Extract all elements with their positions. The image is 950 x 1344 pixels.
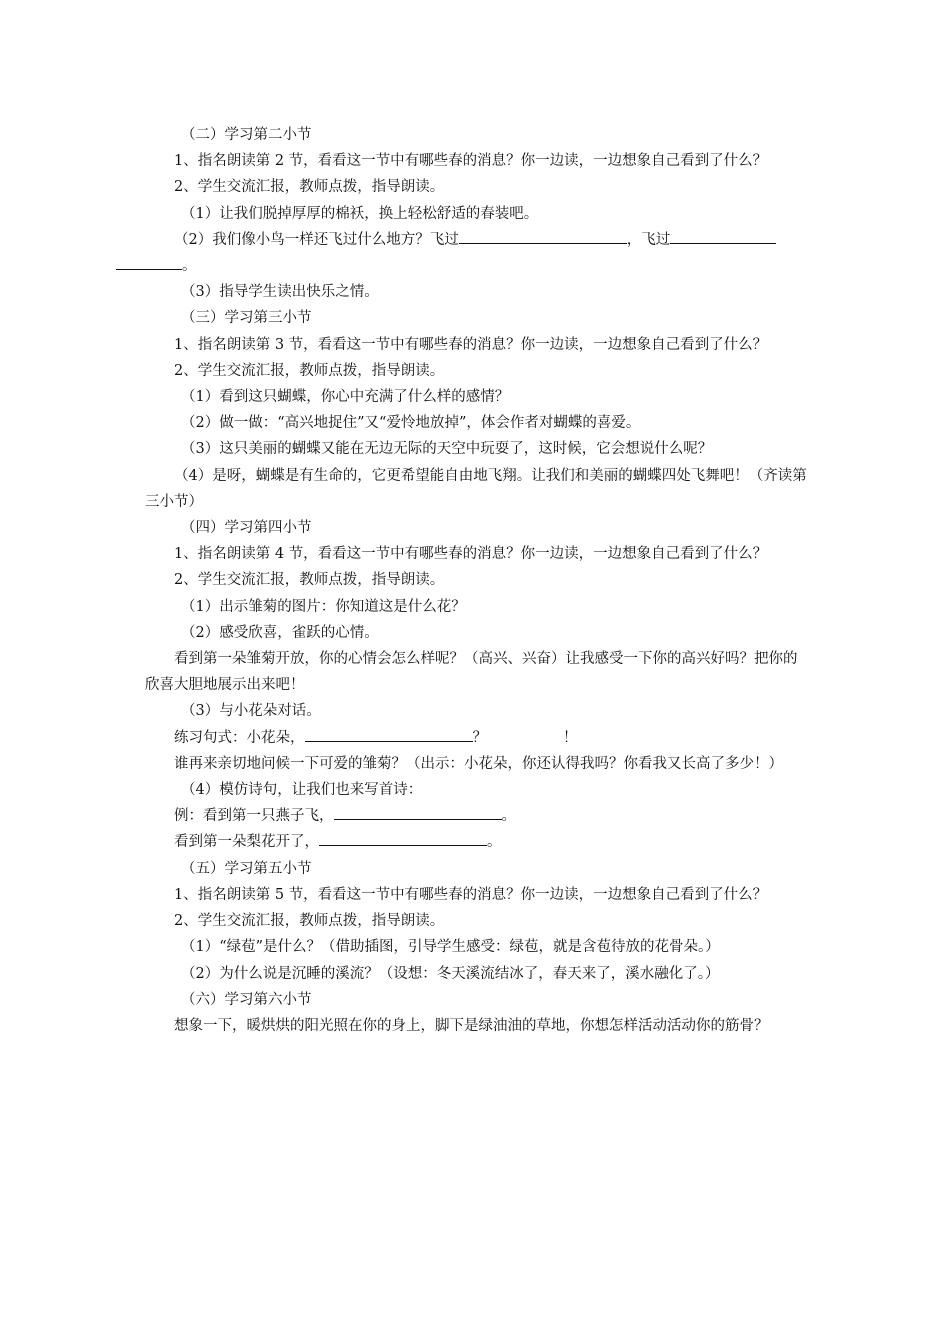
- paragraph: （2）感受欣喜，雀跃的心情。: [181, 624, 379, 641]
- text-segment: 练习句式：小花朵，: [174, 729, 305, 746]
- paragraph: 2、学生交流汇报，教师点拨，指导朗读。: [174, 913, 445, 930]
- text-segment: 看到第一朵梨花开了，: [174, 834, 319, 851]
- fill-blank: [334, 803, 502, 820]
- paragraph: （1）让我们脱掉厚厚的棉袄，换上轻松舒适的春装吧。: [181, 205, 539, 222]
- paragraph: （1）看到这只蝴蝶，你心中充满了什么样的感情？: [181, 389, 510, 406]
- section-heading-4: （四）学习第四小节: [181, 520, 312, 537]
- section-heading-3: （三）学习第三小节: [181, 310, 312, 327]
- text-segment: ？: [472, 729, 487, 746]
- paragraph: （4）模仿诗句，让我们也来写首诗：: [181, 782, 423, 799]
- document-body: [145, 122, 810, 1039]
- paragraph: 2、学生交流汇报，教师点拨，指导朗读。: [174, 362, 445, 379]
- paragraph: 2、学生交流汇报，教师点拨，指导朗读。: [174, 572, 445, 589]
- fill-blank: [116, 253, 182, 270]
- fill-blank: [459, 227, 627, 244]
- paragraph: 2、学生交流汇报，教师点拨，指导朗读。: [174, 179, 445, 196]
- fill-in-paragraph: [145, 227, 810, 279]
- text-segment: 。: [501, 808, 516, 825]
- paragraph: 1、指名朗读第 2 节，看看这一节中有哪些春的消息？你一边读，一边想象自己看到了什么？: [174, 153, 768, 170]
- fill-in-paragraph: [145, 725, 810, 751]
- fill-blank: [305, 725, 473, 742]
- text-segment: ！: [563, 729, 578, 746]
- paragraph: 1、指名朗读第 5 节，看看这一节中有哪些春的消息？你一边读，一边想象自己看到了什么？: [174, 886, 768, 903]
- text-segment: 。: [182, 258, 197, 275]
- paragraph: （1）出示雏菊的图片：你知道这是什么花？: [181, 598, 466, 615]
- fill-in-paragraph: [145, 803, 810, 829]
- text-segment: 例：看到第一只燕子飞，: [174, 808, 334, 825]
- fill-in-paragraph: [145, 829, 810, 855]
- fill-blank: [670, 227, 776, 244]
- section-heading-2: （二）学习第二小节: [181, 127, 312, 143]
- fill-blank: [319, 829, 487, 846]
- text-segment: （2）我们像小鸟一样还飞过什么地方？飞过: [174, 231, 459, 248]
- paragraph: （2）做一做：“高兴地捉住”又“爱怜地放掉”，体会作者对蝴蝶的喜爱。: [181, 415, 641, 432]
- paragraph: （2）为什么说是沉睡的溪流？（设想：冬天溪流结冰了，春天来了，溪水融化了。）: [181, 965, 720, 982]
- paragraph: 1、指名朗读第 3 节，看看这一节中有哪些春的消息？你一边读，一边想象自己看到了什么？: [174, 336, 768, 353]
- section-heading-6: （六）学习第六小节: [181, 991, 312, 1008]
- paragraph: （3）这只美丽的蝴蝶又能在无边无际的天空中玩耍了，这时候，它会想说什么呢？: [181, 441, 713, 458]
- paragraph: （4）是呀，蝴蝶是有生命的，它更希望能自由地飞翔。让我们和美丽的蝴蝶四处飞舞吧！（齐读第三小节）: [145, 467, 807, 510]
- paragraph: 谁再来亲切地问候一下可爱的雏菊？（出示：小花朵，你还认得我吗？你看我又长高了多少！）: [174, 755, 783, 772]
- text-segment: ，飞过: [626, 231, 671, 248]
- paragraph: （1）“绿苞”是什么？（借助插图，引导学生感受：绿苞，就是含苞待放的花骨朵。）: [181, 939, 720, 956]
- paragraph: 想象一下，暖烘烘的阳光照在你的身上，脚下是绿油油的草地，你想怎样活动活动你的筋骨？: [174, 1017, 769, 1034]
- paragraph: （3）与小花朵对话。: [181, 703, 321, 720]
- text-segment: 。: [487, 834, 502, 851]
- paragraph: 看到第一朵雏菊开放，你的心情会怎么样呢？（高兴、兴奋）让我感受一下你的高兴好吗？把你的欣喜大胆地展示出来吧！: [145, 651, 798, 694]
- paragraph: （3）指导学生读出快乐之情。: [181, 284, 379, 301]
- paragraph: 1、指名朗读第 4 节，看看这一节中有哪些春的消息？你一边读，一边想象自己看到了什么？: [174, 546, 768, 563]
- section-heading-5: （五）学习第五小节: [181, 860, 312, 877]
